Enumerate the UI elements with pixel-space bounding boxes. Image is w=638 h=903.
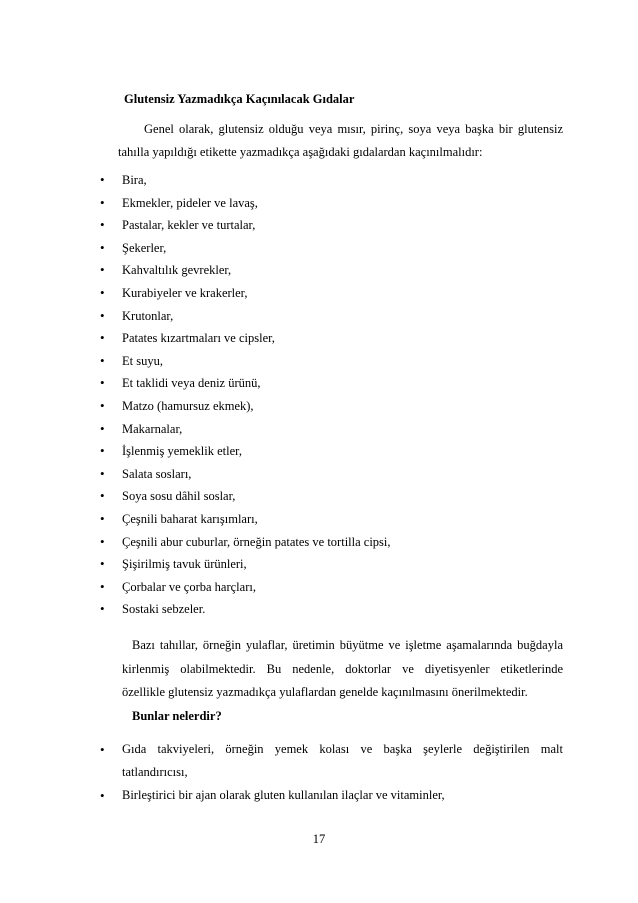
sub-heading: Bunlar nelerdir? <box>132 709 222 723</box>
list-item-text: Çeşnili baharat karışımları, <box>122 511 258 526</box>
list-item <box>0 192 638 215</box>
bullet-icon: • <box>100 397 105 413</box>
bullet-icon: • <box>100 533 105 549</box>
bullet-icon: • <box>100 443 105 459</box>
bullet-icon: • <box>100 172 105 187</box>
list-item-text: Soya sosu dâhil soslar, <box>122 489 236 504</box>
oats-line-1: Bazı tahıllar, örneğin yulaflar, üretimin büyütme ve işletme aşamalarında buğdayla <box>132 638 563 652</box>
list-item-text: Salata sosları, <box>122 466 192 481</box>
list-item <box>0 531 638 554</box>
list-item <box>0 327 638 350</box>
list-item-text: Çorbalar ve çorba harçları, <box>122 579 256 594</box>
bullet-icon: • <box>100 510 105 526</box>
bullet-icon: • <box>100 742 105 757</box>
list-item-text: Et taklidi veya deniz ürünü, <box>122 376 261 391</box>
list-item-text: Makarnalar, <box>122 421 183 436</box>
list-item <box>0 463 638 486</box>
list-item-text: Şişirilmiş tavuk ürünleri, <box>122 557 247 572</box>
bullet-icon: • <box>100 556 105 572</box>
bullet-icon: • <box>100 307 105 323</box>
bullet-icon: • <box>100 465 105 481</box>
bullet-icon: • <box>100 262 105 278</box>
list-item <box>0 553 638 576</box>
foods-to-avoid-list <box>0 169 638 621</box>
list-item-text: Kahvaltılık gevrekler, <box>122 263 232 278</box>
list-item-text: İşlenmiş yemeklik etler, <box>122 444 242 459</box>
list-item-text: Ekmekler, pideler ve lavaş, <box>122 195 258 210</box>
list-item <box>0 598 638 621</box>
list-item <box>0 305 638 328</box>
list-item-text: Çeşnili abur cuburlar, örneğin patates ve tortilla cipsi, <box>122 534 391 549</box>
bullet-icon: • <box>100 601 105 617</box>
bullet-icon: • <box>100 352 105 368</box>
bullet-icon: • <box>100 330 105 346</box>
page-number: 17 <box>312 832 326 846</box>
list-item-text: Kurabiyeler ve krakerler, <box>122 285 248 300</box>
list-item <box>0 214 638 237</box>
oats-line-3: özellikle glutensiz yazmadıkça yulaflardan genelde kaçınılmasını önerilmektedir. <box>122 685 528 699</box>
intro-paragraph <box>118 118 563 164</box>
intro-line-2: tahılla yapıldığı etikette yazmadıkça aşağıdaki gıdalardan kaçınılmalıdır: <box>118 145 483 159</box>
bullet-icon: • <box>100 375 105 391</box>
oats-line-2: kirlenmiş olabilmektedir. Bu nedenle, doktorlar ve diyetisyenler etiketlerinde <box>122 661 563 676</box>
list-item <box>0 784 638 807</box>
hidden-gluten-sources-list <box>0 738 638 807</box>
list-item <box>0 738 638 784</box>
list-item-text: Krutonlar, <box>122 308 174 323</box>
list-item-text: Pastalar, kekler ve turtalar, <box>122 218 256 233</box>
bullet-icon: • <box>100 488 105 504</box>
bullet-icon: • <box>100 217 105 233</box>
list-item-text: Matzo (hamursuz ekmek), <box>122 398 254 413</box>
bullet-icon: • <box>100 194 105 210</box>
list-item <box>0 372 638 395</box>
list-item <box>0 395 638 418</box>
list-item-text: Gıda takviyeleri, örneğin yemek kolası ve başka şeylerle değiştirilen malt tatlandırıcısı, <box>122 742 563 779</box>
bullet-icon: • <box>100 284 105 300</box>
list-item <box>0 169 638 192</box>
intro-line-1: Genel olarak, glutensiz olduğu veya mısır, pirinç, soya veya başka bir glutensiz <box>144 122 563 136</box>
list-item-text: Patates kızartmaları ve cipsler, <box>122 331 275 346</box>
list-item <box>0 485 638 508</box>
list-item <box>0 237 638 260</box>
list-item <box>0 350 638 373</box>
oats-paragraph <box>122 634 563 705</box>
bullet-icon: • <box>100 239 105 255</box>
list-item <box>0 282 638 305</box>
bullet-icon: • <box>100 788 105 803</box>
list-item-text: Bira, <box>122 173 147 187</box>
list-item <box>0 576 638 599</box>
list-item-text: Şekerler, <box>122 240 167 255</box>
list-item-text: Birleştirici bir ajan olarak gluten kullanılan ilaçlar ve vitaminler, <box>122 788 445 802</box>
bullet-icon: • <box>100 578 105 594</box>
section-heading: Glutensiz Yazmadıkça Kaçınılacak Gıdalar <box>124 92 355 106</box>
list-item-text: Sostaki sebzeler. <box>122 602 206 617</box>
list-item <box>0 508 638 531</box>
list-item <box>0 259 638 282</box>
bullet-icon: • <box>100 420 105 436</box>
list-item <box>0 418 638 441</box>
list-item-text: Et suyu, <box>122 353 163 368</box>
list-item <box>0 440 638 463</box>
